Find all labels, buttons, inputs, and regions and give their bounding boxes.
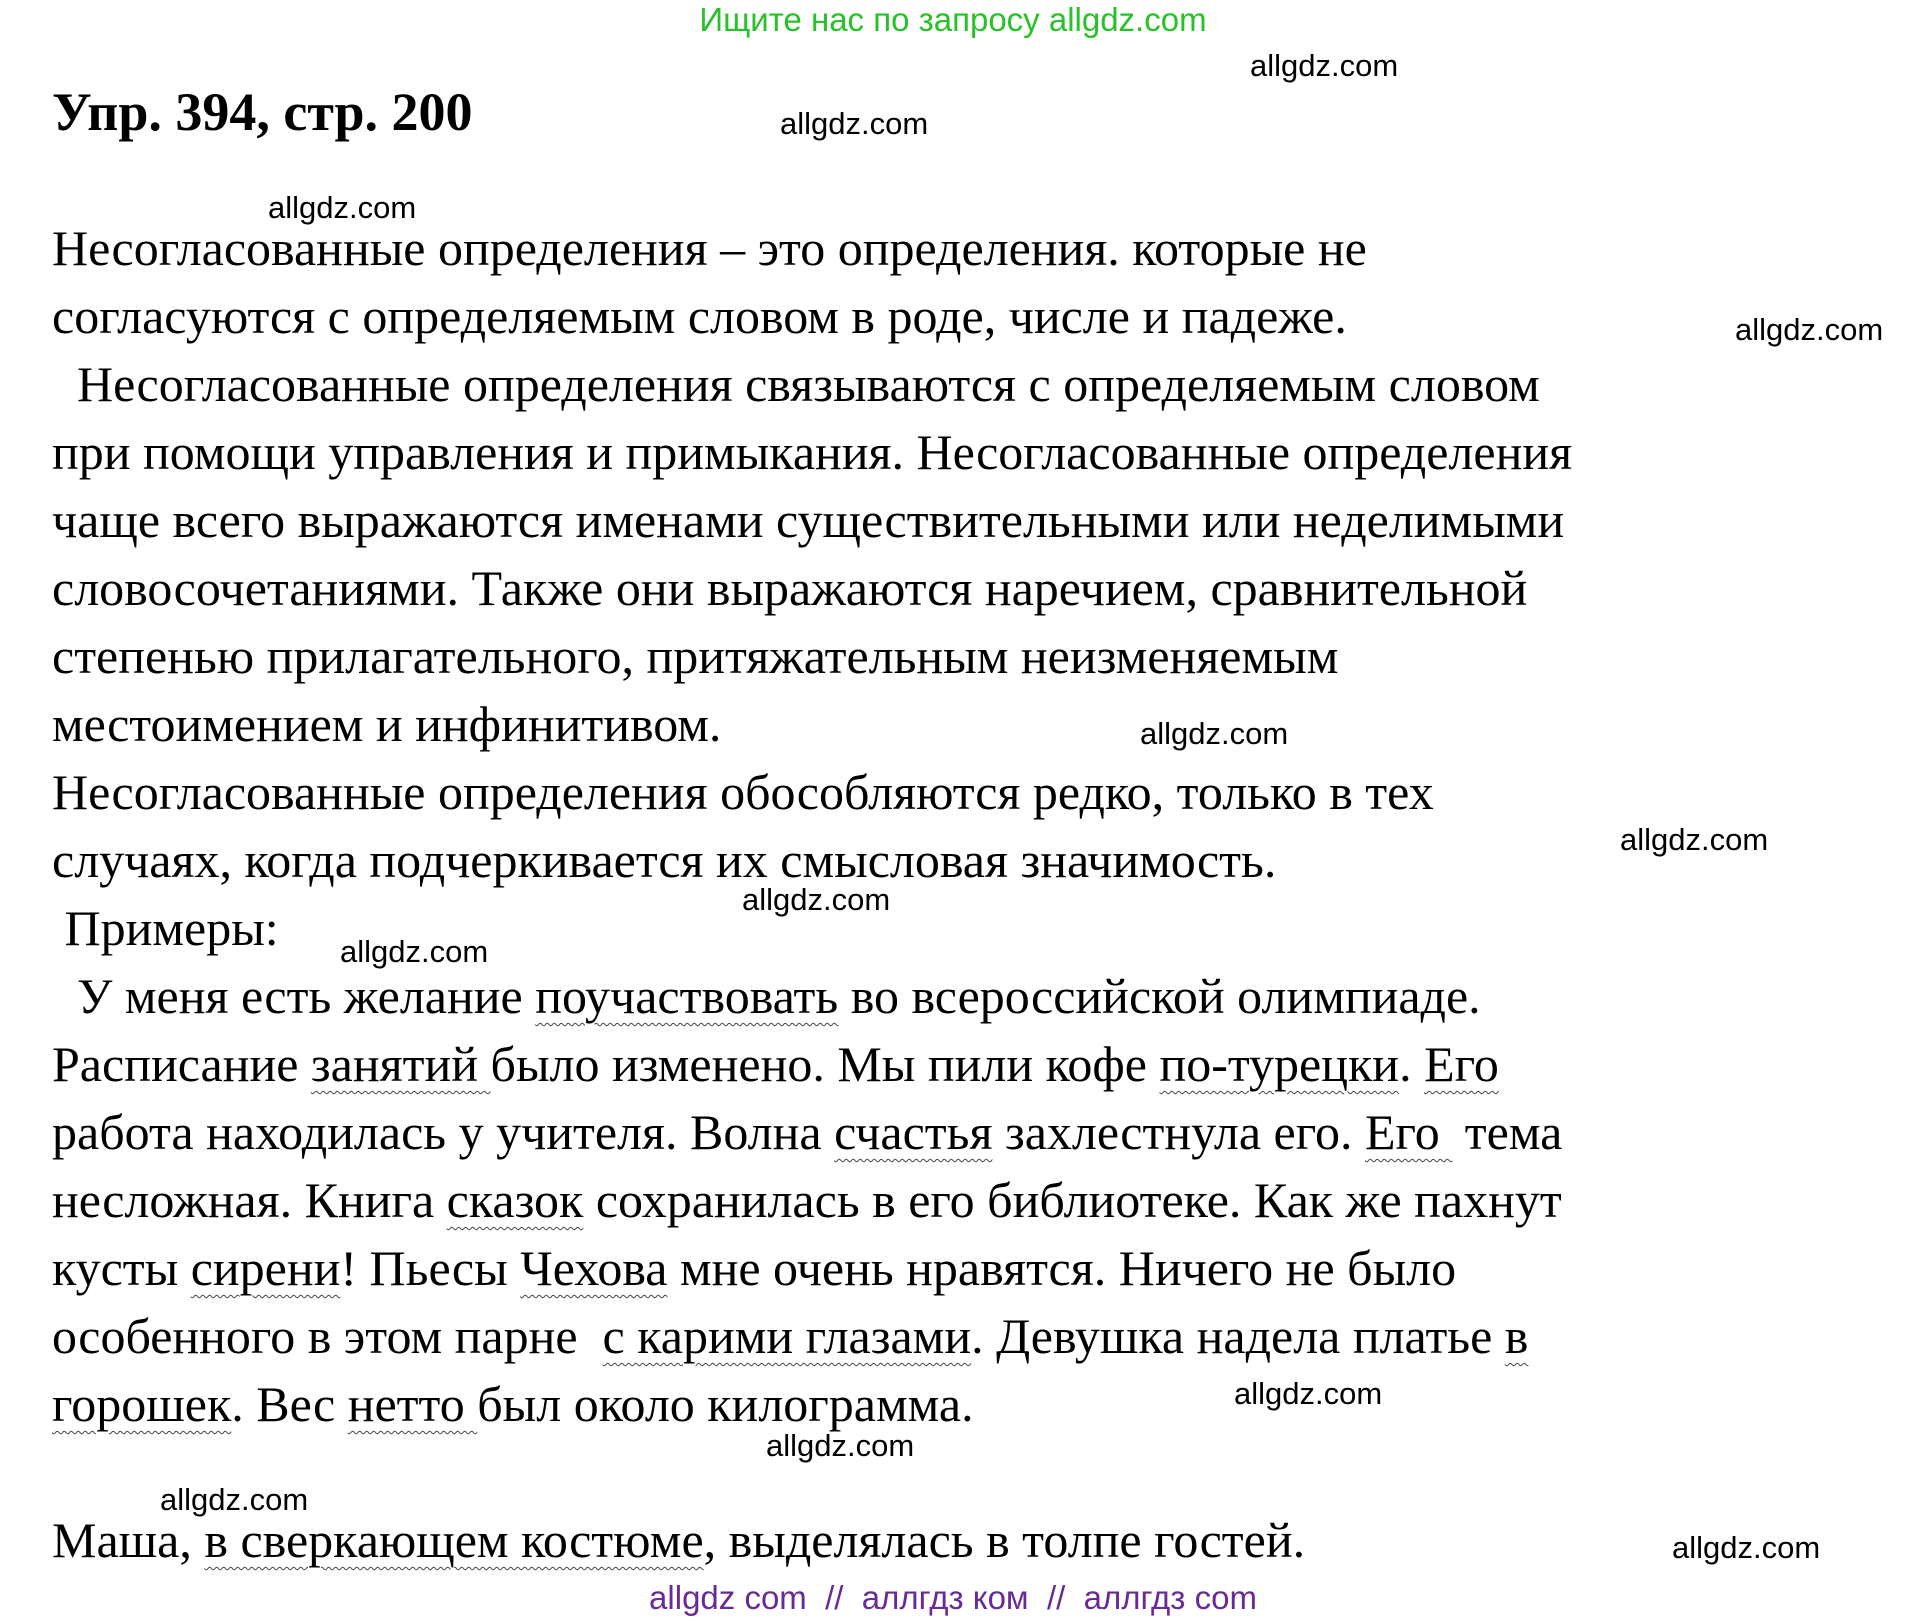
body-line-1: Несогласованные определения связываются с определяемым словом xyxy=(52,356,1540,412)
underlined-definition: горошек xyxy=(52,1376,232,1432)
underlined-definition: Его xyxy=(1424,1036,1499,1092)
example-line-5: кусты сирени! Пьесы Чехова мне очень нравятся. Ничего не было xyxy=(52,1240,1457,1296)
body-line-6: местоимением и инфинитивом. xyxy=(52,696,722,752)
watermark: allgdz.com xyxy=(780,106,929,141)
page-title: Упр. 394, стр. 200 xyxy=(52,82,473,142)
search-banner: Ищите нас по запросу allgdz.com xyxy=(699,1,1207,38)
underlined-definition: поучаствовать xyxy=(535,968,839,1024)
example-line-4: несложная. Книга сказок сохранилась в его библиотеке. Как же пахнут xyxy=(52,1172,1562,1228)
underlined-definition: нетто xyxy=(347,1376,478,1432)
watermark: allgdz.com xyxy=(1140,716,1289,751)
underlined-definition: по-турецки xyxy=(1159,1036,1400,1092)
isolation-line-1: Несогласованные определения обособляются редко, только в тех xyxy=(52,764,1434,820)
watermark: allgdz.com xyxy=(160,1482,309,1517)
definition-line-1: Несогласованные определения – это определения. которые не xyxy=(52,220,1367,276)
underlined-definition: Чехова xyxy=(520,1240,668,1296)
watermark: allgdz.com xyxy=(1672,1530,1821,1565)
underlined-definition: занятий xyxy=(310,1036,491,1092)
body-line-4: словосочетаниями. Также они выражаются наречием, сравнительной xyxy=(52,560,1528,616)
underlined-definition: счастья xyxy=(834,1104,993,1160)
isolation-line-2: случаях, когда подчеркивается их смысловая значимость. xyxy=(52,832,1277,888)
watermark: allgdz.com xyxy=(742,882,891,917)
watermark: allgdz.com xyxy=(268,190,417,225)
underlined-definition: сказок xyxy=(446,1172,584,1228)
body-line-3: чаще всего выражаются именами существительными или неделимыми xyxy=(52,492,1565,548)
watermark: allgdz.com xyxy=(766,1428,915,1463)
underlined-definition: сирени xyxy=(190,1240,341,1296)
watermark: allgdz.com xyxy=(340,934,489,969)
underlined-definition: в xyxy=(1504,1308,1529,1364)
body-line-2: при помощи управления и примыкания. Несогласованные определения xyxy=(52,424,1573,480)
example-line-7: горошек. Вес нетто был около килограмма. xyxy=(52,1376,974,1432)
definition-line-2: согласуются с определяемым словом в роде, числе и падеже. xyxy=(52,288,1347,344)
example-line-6: особенного в этом парне с карими глазами. Девушка надела платье в xyxy=(52,1308,1529,1364)
watermark: allgdz.com xyxy=(1234,1376,1383,1411)
example-line-1: У меня есть желание поучаствовать во всероссийской олимпиаде. xyxy=(52,968,1481,1024)
underlined-definition: с карими глазами xyxy=(602,1308,972,1364)
body-line-5: степенью прилагательного, притяжательным неизменяемым xyxy=(52,628,1339,684)
example-line-2: Расписание занятий было изменено. Мы пили кофе по-турецки. Его xyxy=(52,1036,1499,1092)
examples-label: Примеры: xyxy=(52,900,279,956)
example-line-3: работа находилась у учителя. Волна счастья захлестнула его. Его тема xyxy=(52,1104,1563,1160)
underlined-definition: Его xyxy=(1364,1104,1453,1160)
underlined-definition: в сверкающем костюме xyxy=(204,1512,704,1568)
watermark: allgdz.com xyxy=(1250,48,1399,83)
watermark: allgdz.com xyxy=(1620,822,1769,857)
footer-watermark: allgdz com // аллгдз ком // аллгдз com xyxy=(649,1579,1257,1616)
watermark: allgdz.com xyxy=(1735,312,1884,347)
isolated-example: Маша, в сверкающем костюме, выделялась в толпе гостей. xyxy=(52,1512,1306,1568)
